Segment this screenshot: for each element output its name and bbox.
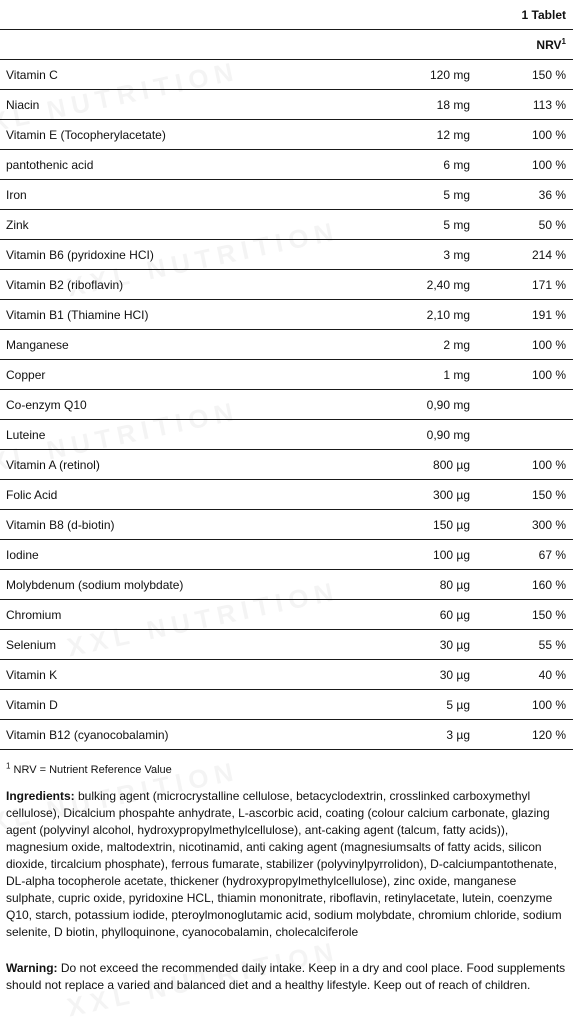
cell-amount: 150 µg xyxy=(350,510,476,540)
cell-nrv: 100 % xyxy=(476,330,573,360)
table-row xyxy=(0,300,573,330)
table-row xyxy=(0,690,573,720)
cell-name: Vitamin B1 (Thiamine HCI) xyxy=(0,300,350,330)
table-row xyxy=(0,210,573,240)
cell-amount: 5 µg xyxy=(350,690,476,720)
cell-nrv: 214 % xyxy=(476,240,573,270)
cell-name: Vitamin D xyxy=(0,690,350,720)
cell-name: Vitamin B6 (pyridoxine HCI) xyxy=(0,240,350,270)
cell-name: Vitamin C xyxy=(0,60,350,90)
cell-name: Vitamin A (retinol) xyxy=(0,450,350,480)
cell-amount: 3 mg xyxy=(350,240,476,270)
cell-nrv xyxy=(476,390,573,420)
cell-amount: 300 µg xyxy=(350,480,476,510)
cell-amount: 5 mg xyxy=(350,180,476,210)
warning-text: Do not exceed the recommended daily intake. Keep in a dry and cool place. Food supplements should not replace a varied and balanced diet and a healthy lifestyle. Keep out of reach of children. xyxy=(6,961,566,992)
table-row xyxy=(0,150,573,180)
cell-amount: 0,90 mg xyxy=(350,420,476,450)
ingredients-label: Ingredients: xyxy=(6,789,75,803)
table-row xyxy=(0,180,573,210)
cell-amount: 12 mg xyxy=(350,120,476,150)
cell-name: Vitamin B12 (cyanocobalamin) xyxy=(0,720,350,750)
cell-name: Chromium xyxy=(0,600,350,630)
cell-nrv: 67 % xyxy=(476,540,573,570)
table-row xyxy=(0,390,573,420)
cell-nrv: 120 % xyxy=(476,720,573,750)
table-row xyxy=(0,630,573,660)
warning-label: Warning: xyxy=(6,961,58,975)
cell-nrv: 171 % xyxy=(476,270,573,300)
cell-nrv: 100 % xyxy=(476,450,573,480)
cell-nrv: 150 % xyxy=(476,480,573,510)
cell-amount: 0,90 mg xyxy=(350,390,476,420)
cell-amount: 2,10 mg xyxy=(350,300,476,330)
cell-nrv: 113 % xyxy=(476,90,573,120)
table-row xyxy=(0,60,573,90)
table-row xyxy=(0,660,573,690)
cell-nrv: 160 % xyxy=(476,570,573,600)
cell-name: Luteine xyxy=(0,420,350,450)
cell-nrv: 55 % xyxy=(476,630,573,660)
cell-name: Vitamin K xyxy=(0,660,350,690)
warning-paragraph xyxy=(6,960,566,994)
cell-amount: 120 mg xyxy=(350,60,476,90)
table-row xyxy=(0,450,573,480)
table-row xyxy=(0,330,573,360)
table-row xyxy=(0,360,573,390)
cell-name: Vitamin B2 (riboflavin) xyxy=(0,270,350,300)
cell-nrv: 300 % xyxy=(476,510,573,540)
cell-amount: 30 µg xyxy=(350,630,476,660)
header-row-nrv xyxy=(0,30,573,60)
cell-nrv xyxy=(476,420,573,450)
cell-name: pantothenic acid xyxy=(0,150,350,180)
cell-name: Folic Acid xyxy=(0,480,350,510)
cell-nrv: 100 % xyxy=(476,150,573,180)
nrv-header: NRV$^1$ xyxy=(476,30,573,60)
table-row xyxy=(0,270,573,300)
cell-name: Zink xyxy=(0,210,350,240)
ingredients-paragraph xyxy=(6,788,566,941)
cell-nrv: 100 % xyxy=(476,360,573,390)
serving-header: 1 Tablet xyxy=(476,0,573,30)
table-row xyxy=(0,480,573,510)
cell-name: Co-enzym Q10 xyxy=(0,390,350,420)
header-row-serving xyxy=(0,0,573,30)
cell-name: Vitamin B8 (d-biotin) xyxy=(0,510,350,540)
cell-nrv: 191 % xyxy=(476,300,573,330)
cell-name: Selenium xyxy=(0,630,350,660)
table-row xyxy=(0,420,573,450)
cell-name: Vitamin E (Tocopherylacetate) xyxy=(0,120,350,150)
table-row xyxy=(0,240,573,270)
cell-amount: 1 mg xyxy=(350,360,476,390)
cell-nrv: 50 % xyxy=(476,210,573,240)
cell-nrv: 100 % xyxy=(476,690,573,720)
ingredients-text: bulking agent (microcrystalline cellulose, betacyclodextrin, crosslinked carboxymethyl cellulose), Dicalcium phospahte anhydrate, L-ascorbic acid, coating (colour calcium carbonate, glazing agent (polyvinyl alcohol, hydroxypropylmethylcellulose), ant-caking agent (talcum, fatty acids)), magnesium oxide, maltodextrin, nicotinamid, anti caking agent (magnesiumsalts of fatty acids, silicon dioxide, tircalcium phosphate), ferrous fumarate, stabilizer (polyvinylpyrrolidon), D-calciumpantothenate, DL-alpha tocopherole acetate, thickener (hydroxypropylmethylcellulose), zinc oxide, manganese sulphate, cupric oxide, pyridoxine HCL, thiamin mononitrate, riboflavin, retinylacetate, lutein, coenzyme Q10, starch, potassium iodide, pteroylmonoglutamic acid, sodium molybdate, chromium chloride, sodium selenite, D biotin, phylloquinone, cyanocobalamin, cholecalciferole xyxy=(6,789,562,939)
table-row xyxy=(0,540,573,570)
cell-name: Manganese xyxy=(0,330,350,360)
cell-amount: 60 µg xyxy=(350,600,476,630)
table-row xyxy=(0,90,573,120)
table-row xyxy=(0,510,573,540)
cell-nrv: 36 % xyxy=(476,180,573,210)
cell-nrv: 150 % xyxy=(476,60,573,90)
cell-name: Iodine xyxy=(0,540,350,570)
cell-amount: 6 mg xyxy=(350,150,476,180)
cell-nrv: 40 % xyxy=(476,660,573,690)
table-row xyxy=(0,600,573,630)
footnote: $^1$ NRV = Nutrient Reference Value xyxy=(6,761,172,776)
cell-name: Copper xyxy=(0,360,350,390)
table-row xyxy=(0,720,573,750)
cell-amount: 100 µg xyxy=(350,540,476,570)
cell-name: Iron xyxy=(0,180,350,210)
cell-amount: 800 µg xyxy=(350,450,476,480)
cell-amount: 2,40 mg xyxy=(350,270,476,300)
cell-nrv: 100 % xyxy=(476,120,573,150)
cell-name: Molybdenum (sodium molybdate) xyxy=(0,570,350,600)
cell-amount: 3 µg xyxy=(350,720,476,750)
cell-name: Niacin xyxy=(0,90,350,120)
cell-nrv: 150 % xyxy=(476,600,573,630)
cell-amount: 18 mg xyxy=(350,90,476,120)
table-row xyxy=(0,570,573,600)
cell-amount: 80 µg xyxy=(350,570,476,600)
cell-amount: 2 mg xyxy=(350,330,476,360)
table-row xyxy=(0,120,573,150)
cell-amount: 5 mg xyxy=(350,210,476,240)
cell-amount: 30 µg xyxy=(350,660,476,690)
